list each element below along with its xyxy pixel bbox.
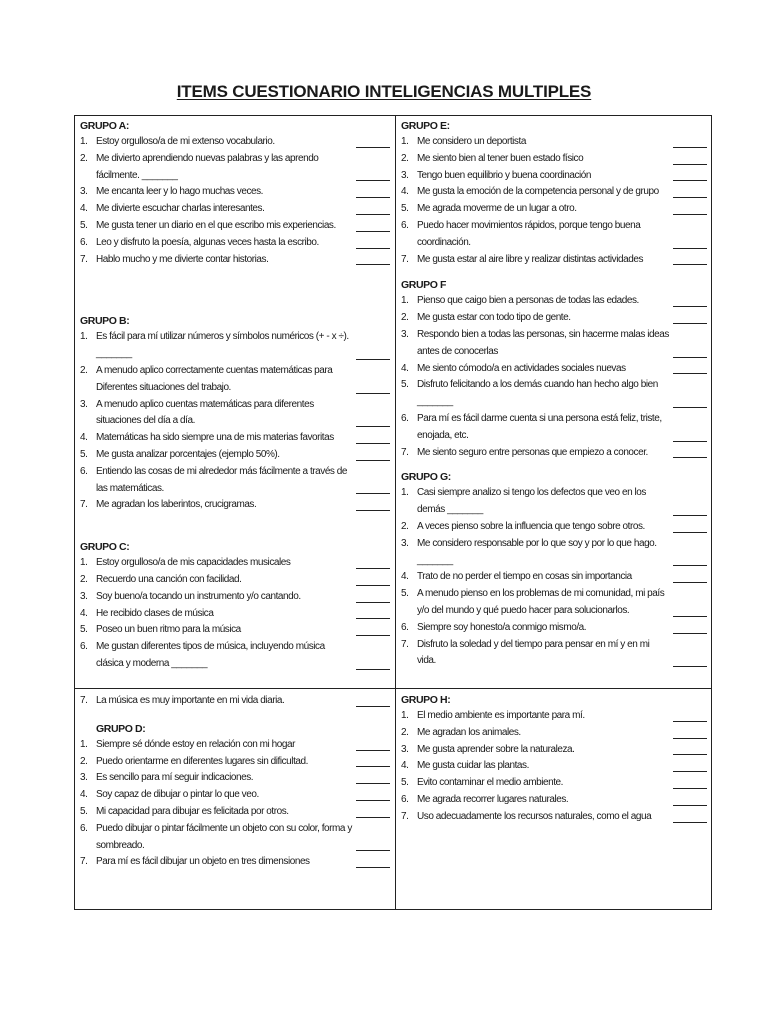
question-item [80, 606, 390, 623]
answer-blank[interactable] [356, 585, 390, 586]
answer-blank[interactable] [673, 565, 707, 566]
column-divider [395, 116, 396, 909]
item-text: Me agradan los animales. [417, 726, 521, 738]
item-number: 3. [80, 772, 88, 784]
item-number: 7. [401, 638, 409, 650]
item-number: 2. [401, 520, 409, 532]
item-text: Me siento seguro entre personas que empiezo a conocer. [417, 446, 648, 458]
answer-blank[interactable] [673, 373, 707, 374]
item-text: Me agradan los laberintos, crucigramas. [96, 499, 257, 511]
group-heading: GRUPO D: [96, 722, 146, 735]
question-item [80, 572, 390, 589]
answer-blank[interactable] [673, 582, 707, 583]
group-h [401, 693, 707, 826]
item-text: Puedo dibujar o pintar fácilmente un objeto con su color, forma y sombreado. [96, 822, 352, 851]
answer-blank[interactable] [356, 800, 390, 801]
item-number: 5. [80, 624, 88, 636]
question-item [80, 854, 390, 871]
item-text: Me siento bien al tener buen estado físico [417, 152, 584, 164]
item-text: A menudo aplico correctamente cuentas matemáticas para Diferentes situaciones del trabajo. [96, 364, 333, 393]
item-text: Me gusta cuidar las plantas. [417, 760, 529, 772]
question-item [80, 622, 390, 639]
question-item [401, 775, 707, 792]
answer-blank[interactable] [673, 441, 707, 442]
answer-blank[interactable] [356, 867, 390, 868]
item-number: 6. [401, 412, 409, 424]
answer-blank[interactable] [356, 231, 390, 232]
answer-blank[interactable] [356, 510, 390, 511]
answer-blank[interactable] [673, 666, 707, 667]
answer-blank[interactable] [356, 147, 390, 148]
question-item [401, 134, 707, 151]
item-number: 3. [401, 169, 409, 181]
item-text: Recuerdo una canción con facilidad. [96, 573, 242, 585]
answer-blank[interactable] [673, 721, 707, 722]
answer-blank[interactable] [673, 754, 707, 755]
answer-blank[interactable] [673, 357, 707, 358]
answer-blank[interactable] [673, 616, 707, 617]
answer-blank[interactable] [673, 264, 707, 265]
item-text: Me encanta leer y lo hago muchas veces. [96, 186, 263, 198]
item-text: Pienso que caigo bien a personas de todas las edades. [417, 295, 639, 307]
question-item [401, 201, 707, 218]
item-list [401, 485, 707, 670]
item-number: 7. [80, 856, 88, 868]
question-item [401, 809, 707, 826]
question-item [80, 497, 390, 514]
question-item [80, 464, 390, 498]
question-item [80, 804, 390, 821]
question-item [401, 327, 707, 361]
item-text: Evito contaminar el medio ambiente. [417, 777, 563, 789]
item-number: 6. [80, 465, 88, 477]
item-text: Soy capaz de dibujar o pintar lo que veo. [96, 789, 259, 801]
question-item [80, 235, 390, 252]
item-number: 2. [401, 312, 409, 324]
item-text: Poseo un buen ritmo para la música [96, 624, 241, 636]
item-text: Me considero responsable por lo que soy y por lo que hago. _______ [417, 537, 657, 566]
question-item [401, 218, 707, 252]
item-text: Tengo buen equilibrio y buena coordinación [417, 169, 592, 181]
item-number: 2. [80, 755, 88, 767]
item-text: Me agrada recorrer lugares naturales. [417, 793, 569, 805]
item-text: Me divierte escuchar charlas interesantes. [96, 203, 265, 215]
question-item [401, 184, 707, 201]
question-item [80, 589, 390, 606]
question-item [401, 792, 707, 809]
question-item [401, 361, 707, 378]
item-number: 6. [401, 219, 409, 231]
group-heading: GRUPO B: [80, 315, 130, 328]
item-text: Casi siempre analizo si tengo los defectos que veo en los demás _______ [417, 487, 646, 516]
item-text: Leo y disfruto la poesía, algunas veces hasta la escribo. [96, 236, 319, 248]
item-number: 5. [80, 219, 88, 231]
question-item [401, 536, 707, 570]
item-number: 4. [80, 607, 88, 619]
question-item [80, 821, 390, 855]
questionnaire-table [74, 115, 712, 910]
item-list [80, 134, 390, 268]
answer-blank[interactable] [356, 568, 390, 569]
answer-blank[interactable] [356, 493, 390, 494]
page-title: ITEMS CUESTIONARIO INTELIGENCIAS MULTIPLES [176, 82, 592, 101]
answer-blank[interactable] [356, 460, 390, 461]
item-text: Siempre soy honesto/a conmigo mismo/a. [417, 621, 587, 633]
item-text: Es sencillo para mí seguir indicaciones. [96, 772, 254, 784]
answer-blank[interactable] [673, 738, 707, 739]
question-item [80, 770, 390, 787]
item-number: 5. [401, 588, 409, 600]
item-number: 7. [401, 446, 409, 458]
item-list [80, 329, 390, 514]
question-item [401, 411, 707, 445]
answer-blank[interactable] [356, 180, 390, 181]
item-text: Me gusta aprender sobre la naturaleza. [417, 743, 575, 755]
question-item [80, 151, 390, 185]
question-item [401, 569, 707, 586]
item-text: Me gusta analizar porcentajes (ejemplo 50%). [96, 448, 280, 460]
item-number: 2. [401, 152, 409, 164]
answer-blank[interactable] [356, 850, 390, 851]
item-number: 1. [80, 557, 88, 569]
cell-top-right [401, 119, 707, 670]
question-item [80, 363, 390, 397]
answer-blank[interactable] [356, 817, 390, 818]
item-number: 3. [401, 328, 409, 340]
answer-blank[interactable] [673, 164, 707, 165]
item-text: A veces pienso sobre la influencia que tengo sobre otros. [417, 520, 645, 532]
item-number: 4. [80, 203, 88, 215]
item-text: Me gusta estar con todo tipo de gente. [417, 312, 571, 324]
item-text: Trato de no perder el tiempo en cosas sin importancia [417, 571, 632, 583]
item-number: 4. [80, 432, 88, 444]
answer-blank[interactable] [673, 805, 707, 806]
answer-blank[interactable] [673, 180, 707, 181]
cell-bottom-left [80, 693, 390, 871]
item-number: 4. [401, 186, 409, 198]
item-number: 1. [401, 487, 409, 499]
answer-blank[interactable] [673, 147, 707, 148]
item-text: Para mí es fácil dibujar un objeto en tres dimensiones [96, 856, 310, 868]
item-text: Uso adecuadamente los recursos naturales, como el agua [417, 810, 652, 822]
question-item [401, 725, 707, 742]
group-heading: GRUPO G: [401, 471, 451, 484]
question-item [401, 151, 707, 168]
item-text: Matemáticas ha sido siempre una de mis materias favoritas [96, 432, 334, 444]
question-item [80, 555, 390, 572]
answer-blank[interactable] [356, 359, 390, 360]
cell-top-left [80, 119, 390, 673]
item-number: 1. [401, 136, 409, 147]
answer-blank[interactable] [673, 633, 707, 634]
item-text: A menudo pienso en los problemas de mi comunidad, mi país y/o del mundo y qué puedo hacer para solucionarlos. [417, 588, 665, 616]
answer-blank[interactable] [356, 766, 390, 767]
group-heading: GRUPO E: [401, 120, 450, 132]
cell-bottom-right [401, 693, 707, 826]
item-list [80, 737, 390, 871]
item-list [401, 134, 707, 268]
answer-blank[interactable] [356, 264, 390, 265]
item-number: 7. [401, 810, 409, 822]
item-number: 5. [80, 448, 88, 460]
answer-blank[interactable] [356, 393, 390, 394]
answer-blank[interactable] [356, 197, 390, 198]
group-e [401, 119, 707, 268]
item-number: 2. [80, 152, 88, 164]
group-heading: GRUPO F [401, 279, 447, 292]
item-list [80, 693, 390, 710]
answer-blank[interactable] [673, 788, 707, 789]
answer-blank[interactable] [673, 248, 707, 249]
item-number: 4. [401, 362, 409, 374]
answer-blank[interactable] [356, 783, 390, 784]
question-item [401, 485, 707, 519]
answer-blank[interactable] [673, 822, 707, 823]
item-list [80, 555, 390, 673]
item-number: 4. [401, 760, 409, 772]
item-number: 2. [401, 726, 409, 738]
item-text: Entiendo las cosas de mi alrededor más fácilmente a través de las matemáticas. [96, 465, 348, 494]
answer-blank[interactable] [356, 248, 390, 249]
item-number: 3. [401, 537, 409, 549]
question-item [80, 329, 390, 363]
item-number: 6. [80, 236, 88, 248]
group-c [80, 540, 390, 673]
answer-blank[interactable] [356, 750, 390, 751]
item-number: 6. [80, 822, 88, 834]
answer-blank[interactable] [356, 214, 390, 215]
question-item [80, 397, 390, 431]
item-text: Estoy orgulloso/a de mi extenso vocabulario. [96, 136, 275, 147]
item-text: Me gusta estar al aire libre y realizar distintas actividades [417, 253, 643, 265]
answer-blank[interactable] [356, 635, 390, 636]
answer-blank[interactable] [673, 771, 707, 772]
item-text: Me considero un deportista [417, 136, 526, 147]
item-number: 6. [401, 621, 409, 633]
answer-blank[interactable] [673, 306, 707, 307]
answer-blank[interactable] [356, 706, 390, 707]
question-item [401, 168, 707, 185]
question-item [401, 708, 707, 725]
item-number: 1. [401, 295, 409, 307]
question-item [401, 758, 707, 775]
item-text: Disfruto felicitando a los demás cuando han hecho algo bien _______ [417, 379, 658, 408]
item-text: Soy bueno/a tocando un instrumento y/o cantando. [96, 590, 301, 602]
question-item [80, 754, 390, 771]
answer-blank[interactable] [356, 602, 390, 603]
item-number: 5. [401, 777, 409, 789]
question-item [80, 201, 390, 218]
item-text: He recibido clases de música [96, 607, 214, 619]
item-number: 3. [80, 590, 88, 602]
question-item [401, 252, 707, 269]
group-c-continued [80, 693, 390, 710]
item-number: 3. [80, 186, 88, 198]
answer-blank[interactable] [673, 532, 707, 533]
item-text: Estoy orgulloso/a de mis capacidades musicales [96, 557, 291, 569]
question-item [80, 639, 390, 673]
item-text: Disfruto la soledad y del tiempo para pensar en mí y en mi vida. [417, 638, 650, 667]
question-item [80, 184, 390, 201]
answer-blank[interactable] [356, 669, 390, 670]
group-heading: GRUPO H: [401, 694, 451, 706]
group-heading: GRUPO A: [80, 120, 129, 132]
group-heading: GRUPO C: [80, 541, 130, 554]
answer-blank[interactable] [356, 426, 390, 427]
item-number: 1. [80, 331, 88, 343]
group-g [401, 470, 707, 670]
item-number: 3. [401, 743, 409, 755]
question-item [401, 445, 707, 462]
question-item [80, 134, 390, 151]
item-text: Me agrada moverme de un lugar a otro. [417, 203, 577, 215]
item-text: Me gusta tener un diario en el que escribo mis experiencias. [96, 219, 336, 231]
item-text: Puedo hacer movimientos rápidos, porque tengo buena coordinación. [417, 219, 641, 248]
question-item [401, 293, 707, 310]
item-number: 6. [401, 793, 409, 805]
answer-blank[interactable] [673, 407, 707, 408]
answer-blank[interactable] [673, 197, 707, 198]
item-number: 5. [80, 805, 88, 817]
question-item [401, 377, 707, 411]
group-b [80, 314, 390, 514]
answer-blank[interactable] [673, 515, 707, 516]
item-number: 5. [401, 379, 409, 391]
group-a [80, 119, 390, 268]
item-number: 6. [80, 641, 88, 653]
item-text: Me divierto aprendiendo nuevas palabras y las aprendo fácilmente. _______ [96, 152, 319, 181]
item-number: 4. [80, 789, 88, 801]
question-item [80, 447, 390, 464]
question-item [80, 252, 390, 269]
item-number: 1. [80, 136, 88, 147]
item-list [401, 708, 707, 826]
item-number: 7. [80, 499, 88, 511]
item-number: 7. [401, 253, 409, 265]
item-text: Me gustan diferentes tipos de música, incluyendo música clásica y moderna _______ [96, 641, 325, 669]
item-number: 5. [401, 203, 409, 215]
item-number: 4. [401, 571, 409, 583]
item-text: Siempre sé dónde estoy en relación con mi hogar [96, 738, 295, 750]
item-text: Me siento cómodo/a en actividades sociales nuevas [417, 362, 626, 374]
question-item [401, 742, 707, 759]
item-text: A menudo aplico cuentas matemáticas para diferentes situaciones del día a día. [96, 398, 314, 427]
item-text: La música es muy importante en mi vida diaria. [96, 695, 285, 706]
question-item [401, 310, 707, 327]
item-number: 2. [80, 364, 88, 376]
item-text: Mi capacidad para dibujar es felicitada por otros. [96, 805, 289, 817]
answer-blank[interactable] [673, 323, 707, 324]
group-f [401, 278, 707, 461]
question-item [401, 620, 707, 637]
answer-blank[interactable] [673, 214, 707, 215]
item-number: 7. [80, 253, 88, 265]
item-text: Para mí es fácil darme cuenta si una persona está feliz, triste, enojada, etc. [417, 412, 662, 441]
item-text: Hablo mucho y me divierte contar historias. [96, 253, 269, 265]
item-text: Me gusta la emoción de la competencia personal y de grupo [417, 186, 659, 198]
question-item [401, 586, 707, 620]
item-list [401, 293, 707, 461]
question-item [80, 430, 390, 447]
question-item [80, 218, 390, 235]
question-item [401, 519, 707, 536]
question-item [80, 787, 390, 804]
answer-blank[interactable] [356, 443, 390, 444]
item-number: 1. [80, 738, 88, 750]
answer-blank[interactable] [673, 457, 707, 458]
question-item [80, 693, 390, 710]
item-number: 3. [80, 398, 88, 410]
item-number: 7. [80, 695, 88, 706]
item-text: Puedo orientarme en diferentes lugares sin dificultad. [96, 755, 308, 767]
item-text: El medio ambiente es importante para mí. [417, 710, 585, 721]
item-number: 2. [80, 573, 88, 585]
row-divider [75, 688, 711, 689]
item-text: Respondo bien a todas las personas, sin hacerme malas ideas antes de conocerlas [417, 328, 669, 357]
group-d [80, 722, 390, 871]
answer-blank[interactable] [356, 618, 390, 619]
question-item [80, 737, 390, 754]
question-item [401, 637, 707, 671]
item-number: 1. [401, 710, 409, 721]
item-text: Es fácil para mí utilizar números y símbolos numéricos (+ - x ÷). _______ [96, 331, 349, 360]
